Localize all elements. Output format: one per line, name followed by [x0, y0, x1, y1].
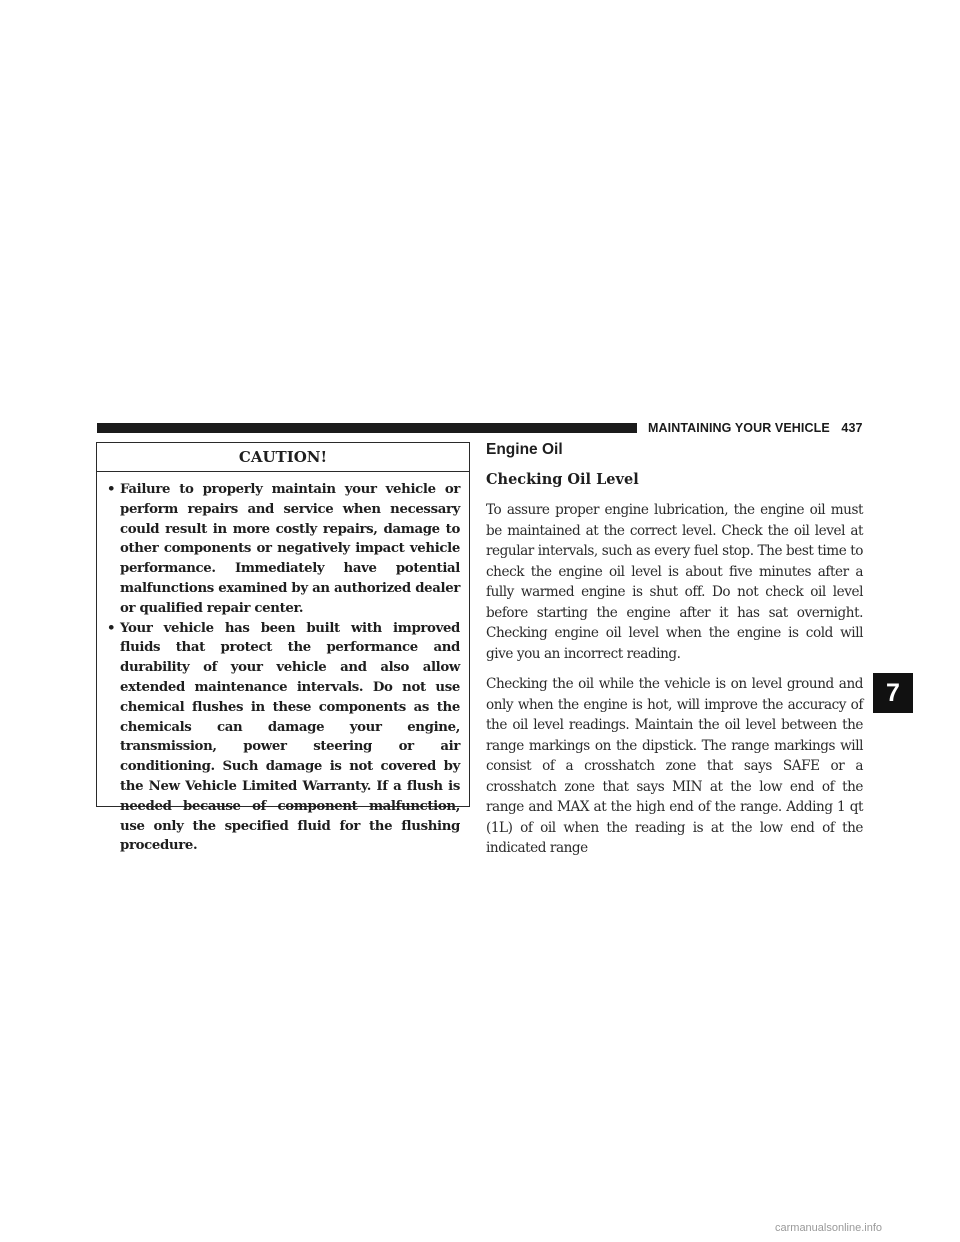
section-heading: Engine Oil — [486, 441, 563, 458]
body-paragraph: To assure proper engine lubrication, the engine oil must be maintained at the correct level. Check the oil level at regular intervals, such as every fuel stop. The best time to check the engine oil level is about five minutes after a fully warmed engine is shut off. Do not check oil level before starting the engine after it has sat overnight. Checking engine oil level when the engine is cold will give you an incorrect reading. — [486, 502, 863, 662]
body-column — [486, 438, 863, 859]
bullet-icon: • — [107, 482, 116, 497]
caution-item — [107, 619, 460, 857]
bullet-icon: • — [107, 620, 116, 636]
subsection-heading: Checking Oil Level — [486, 471, 639, 488]
caution-item-text: Your vehicle has been built with improved fluids that protect the performance and durability of your vehicle and also allow extended maintenance intervals. Do not use chemical flushes in these components as the chemicals can damage your engine, transmission, power steering or air conditioning. Such damage is not covered by the New Vehicle Limited Warranty. If a flush is needed because of component malfunction, use only the specified fluid for the flushing procedure. — [120, 620, 460, 854]
caution-title: CAUTION! — [97, 443, 469, 472]
caution-list — [97, 472, 469, 856]
page-number: 437 — [841, 421, 863, 435]
caution-item-text: Failure to properly maintain your vehicle or perform repairs and service when necessary could result in more costly repairs, damage to other components or negatively impact vehicle performance. Immediately have potential malfunctions examined by an authorized dealer or qualified repair center. — [120, 482, 460, 616]
chapter-tab: 7 — [873, 673, 913, 713]
header-rule — [97, 423, 637, 433]
watermark: carmanualsonline.info — [775, 1222, 883, 1234]
header-section-title: MAINTAINING YOUR VEHICLE — [648, 421, 830, 435]
running-header — [648, 418, 863, 438]
caution-item — [107, 480, 460, 619]
caution-box — [96, 442, 470, 854]
body-paragraph: Checking the oil while the vehicle is on level ground and only when the engine is hot, will improve the accuracy of the oil level readings. Maintain the oil level between the range markings on the dipstick. The range markings will consist of a crosshatch zone that says SAFE or a crosshatch zone that says MIN at the low end of the range and MAX at the high end of the range. Adding 1 qt (1L) of oil when the reading is at the low end of the indicated range — [486, 676, 863, 856]
